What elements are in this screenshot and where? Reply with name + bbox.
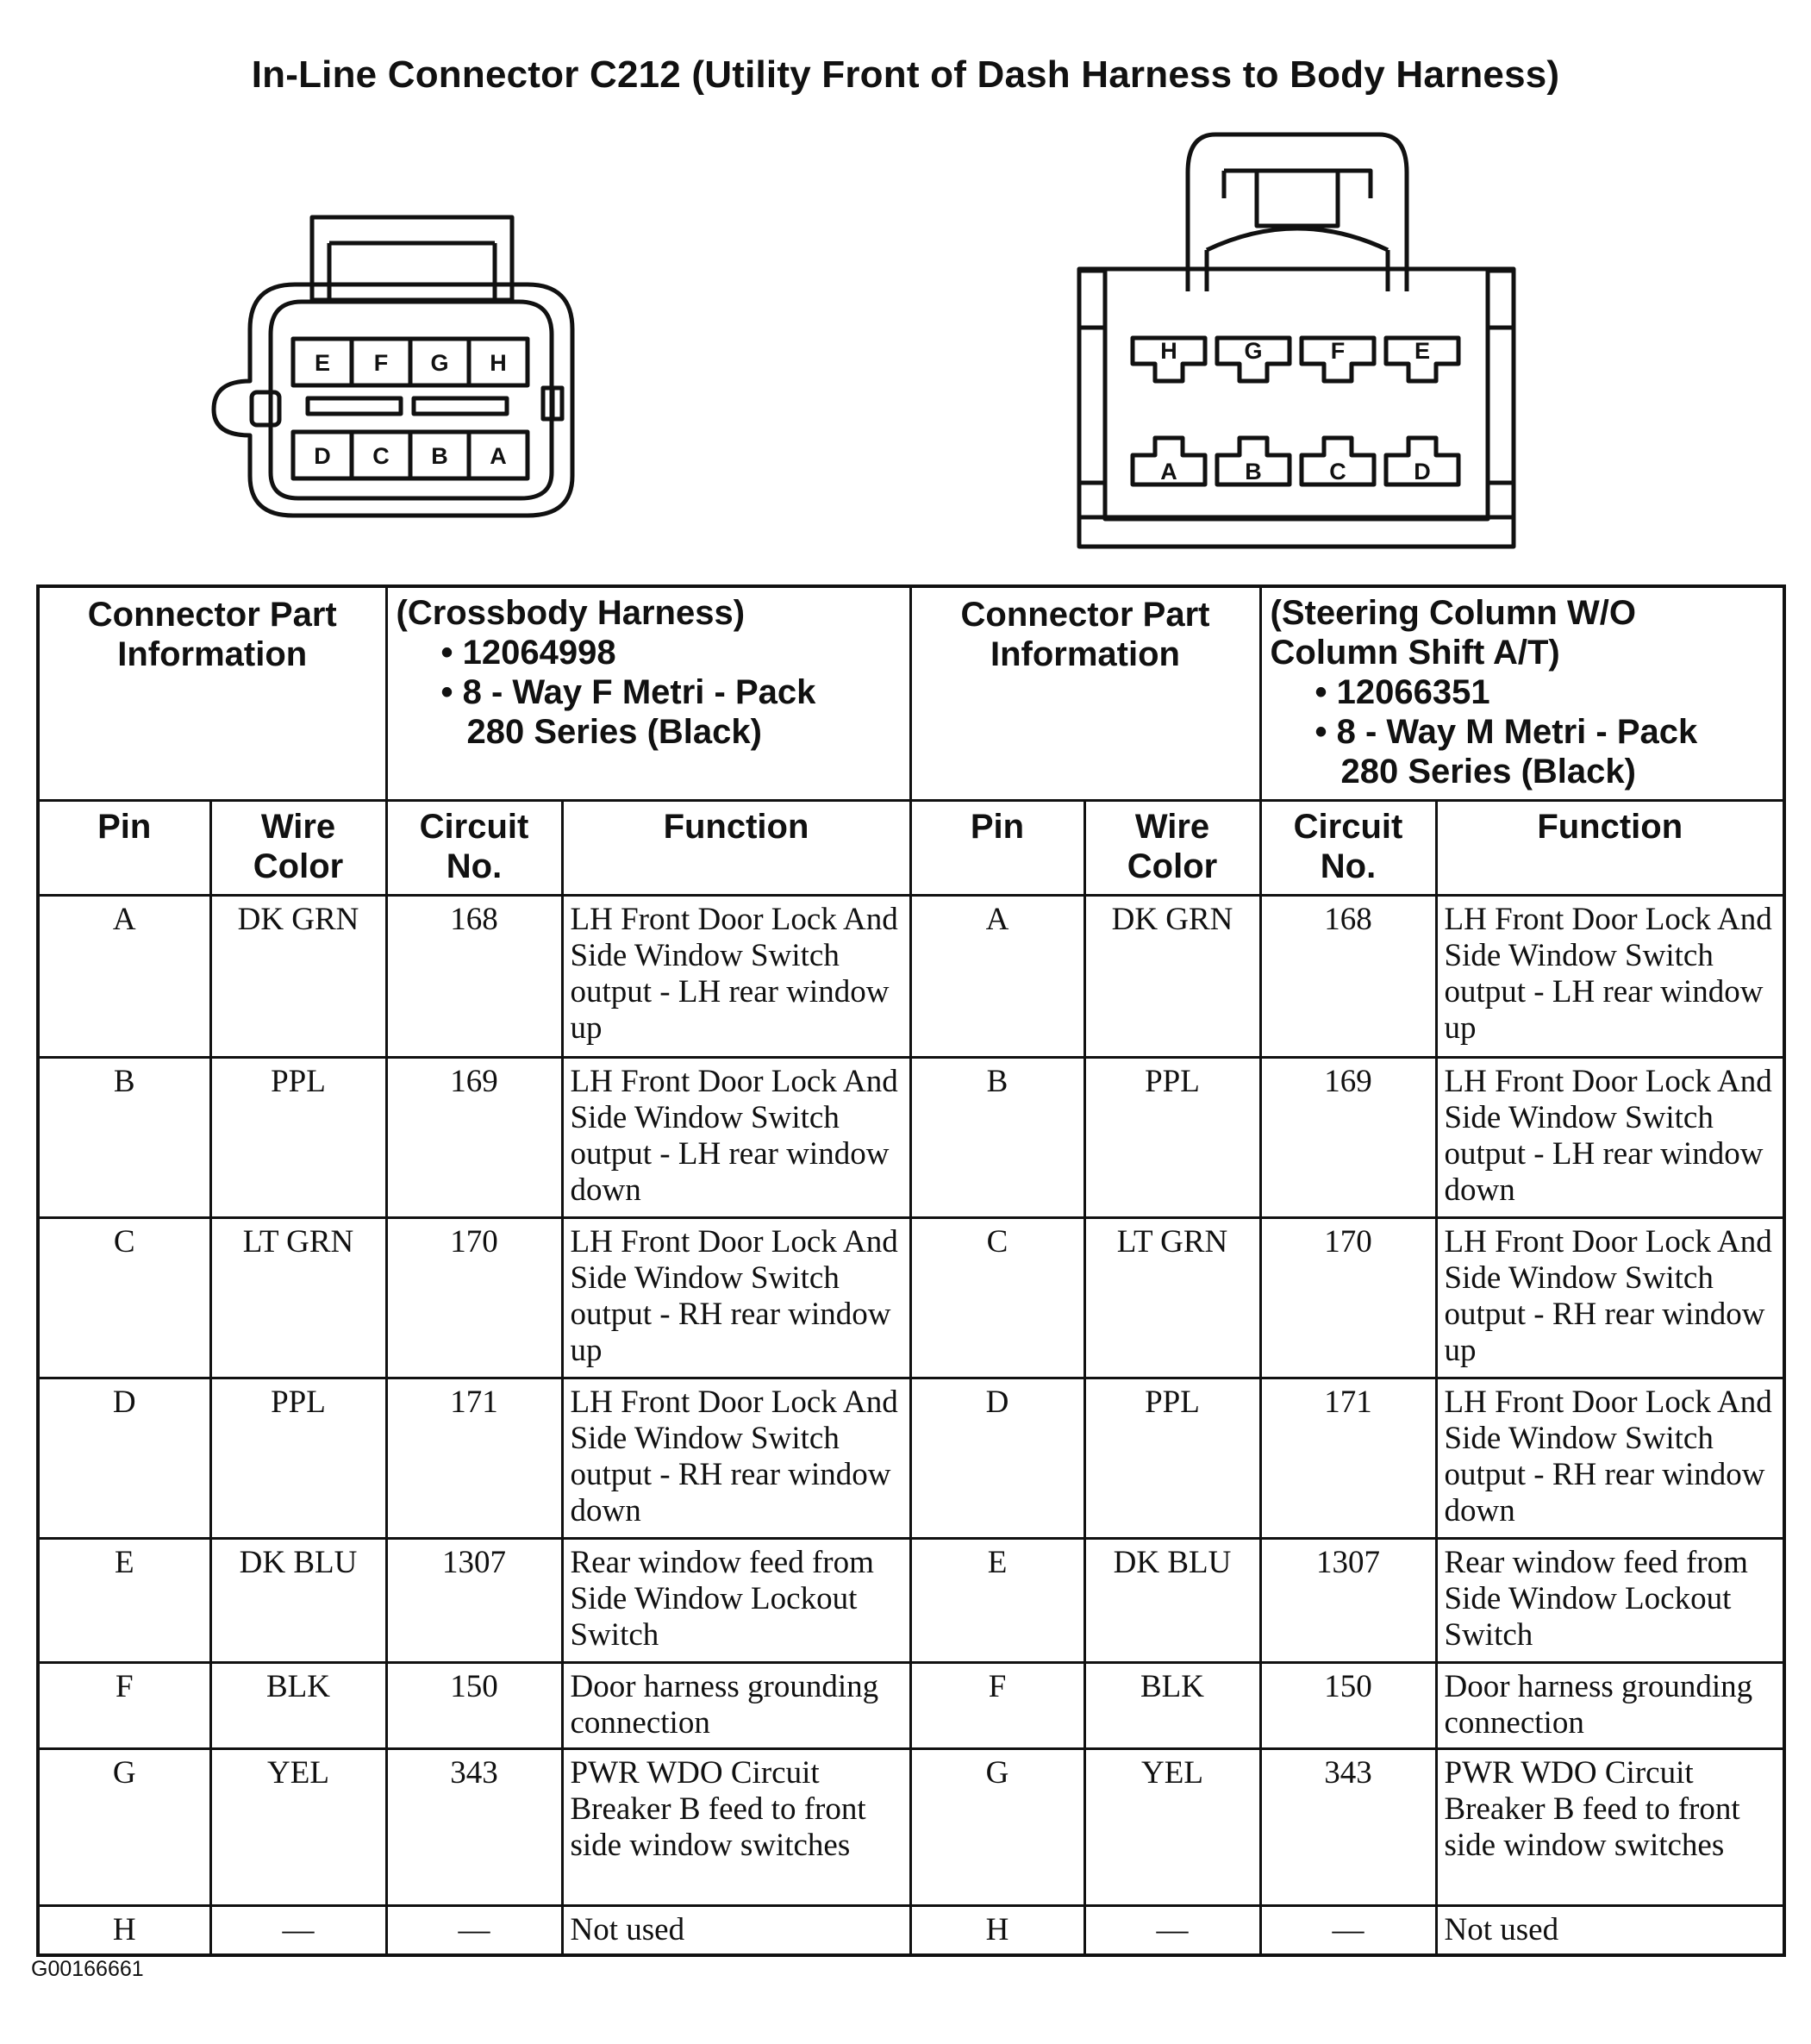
table-row <box>38 1057 1784 1217</box>
pin-cell: H <box>910 1905 1084 1955</box>
pin-cell: C <box>910 1217 1084 1378</box>
left-pin-label: A <box>490 443 507 469</box>
function-cell: PWR WDO Circuit Breaker B feed to front side window switches <box>562 1748 910 1905</box>
left-part-type: • 8 - Way F Metri - Pack <box>440 673 816 711</box>
pin-cell: A <box>910 895 1084 1057</box>
function-cell: LH Front Door Lock And Side Window Switch output - RH rear window down <box>1436 1378 1784 1538</box>
wire-color-cell: BLK <box>210 1662 386 1748</box>
left-pin-label: B <box>431 443 448 469</box>
pin-cell: A <box>38 895 210 1057</box>
wire-color-cell: — <box>210 1905 386 1955</box>
pin-cell: E <box>910 1538 1084 1662</box>
circuit-cell: 1307 <box>1260 1538 1436 1662</box>
table-row <box>38 1748 1784 1905</box>
table-row <box>38 1538 1784 1662</box>
right-connector-drawing <box>1079 134 1514 547</box>
left-part-number: • 12064998 <box>440 634 616 672</box>
circuit-cell: 343 <box>386 1748 562 1905</box>
circuit-cell: 150 <box>386 1662 562 1748</box>
page-title: In-Line Connector C212 (Utility Front of Dash Harness to Body Harness) <box>251 53 1560 96</box>
pin-cell: H <box>38 1905 210 1955</box>
pin-cell: F <box>910 1662 1084 1748</box>
right-part-info <box>1260 586 1784 800</box>
col-circuit-header: Circuit No. <box>386 800 562 895</box>
left-part-series: 280 Series (Black) <box>466 713 762 751</box>
pin-rows <box>38 895 1784 1955</box>
circuit-cell: 170 <box>1260 1217 1436 1378</box>
wire-color-cell: PPL <box>210 1378 386 1538</box>
circuit-cell: 171 <box>386 1378 562 1538</box>
right-pin-label: G <box>1244 338 1263 364</box>
circuit-cell: 150 <box>1260 1662 1436 1748</box>
col-pin-header: Pin <box>910 800 1084 895</box>
pin-cell: B <box>910 1057 1084 1217</box>
circuit-cell: — <box>386 1905 562 1955</box>
circuit-cell: 343 <box>1260 1748 1436 1905</box>
left-pin-label: D <box>314 443 331 469</box>
col-wire-color-header: Wire Color <box>1084 800 1260 895</box>
col-wire-color-header: Wire Color <box>210 800 386 895</box>
wire-color-cell: PPL <box>1084 1378 1260 1538</box>
wire-color-cell: DK BLU <box>1084 1538 1260 1662</box>
right-part-harness: (Steering Column W/O <box>1270 594 1636 632</box>
wire-color-cell: DK GRN <box>210 895 386 1057</box>
function-cell: LH Front Door Lock And Side Window Switch output - RH rear window up <box>562 1217 910 1378</box>
right-pin-label: E <box>1414 338 1431 364</box>
wire-color-cell: DK BLU <box>210 1538 386 1662</box>
right-part-harness-cont: Column Shift A/T) <box>1270 634 1560 672</box>
wire-color-cell: DK GRN <box>1084 895 1260 1057</box>
wire-color-cell: YEL <box>210 1748 386 1905</box>
part-info-row <box>38 586 1784 800</box>
circuit-cell: 168 <box>1260 895 1436 1057</box>
right-pin-label: F <box>1330 338 1346 364</box>
figure-id: G00166661 <box>31 1957 144 1981</box>
wire-color-cell: BLK <box>1084 1662 1260 1748</box>
function-cell: Rear window feed from Side Window Lockout Switch <box>1436 1538 1784 1662</box>
right-part-number: • 12066351 <box>1315 673 1490 711</box>
pin-cell: E <box>38 1538 210 1662</box>
left-part-info <box>386 586 910 800</box>
left-part-label: Connector Part Information <box>38 586 386 800</box>
function-cell: LH Front Door Lock And Side Window Switch output - RH rear window down <box>562 1378 910 1538</box>
left-pin-label: G <box>430 350 449 376</box>
circuit-cell: 169 <box>386 1057 562 1217</box>
right-part-series: 280 Series (Black) <box>1340 753 1636 791</box>
col-circuit-header: Circuit No. <box>1260 800 1436 895</box>
left-pin-label: E <box>314 350 331 376</box>
pin-cell: D <box>38 1378 210 1538</box>
table-row <box>38 1662 1784 1748</box>
pin-cell: C <box>38 1217 210 1378</box>
function-cell: LH Front Door Lock And Side Window Switch output - LH rear window down <box>1436 1057 1784 1217</box>
function-cell: LH Front Door Lock And Side Window Switch output - LH rear window down <box>562 1057 910 1217</box>
function-cell: PWR WDO Circuit Breaker B feed to front side window switches <box>1436 1748 1784 1905</box>
left-part-harness: (Crossbody Harness) <box>396 594 746 632</box>
circuit-cell: 170 <box>386 1217 562 1378</box>
col-pin-header: Pin <box>38 800 210 895</box>
right-pin-label: H <box>1160 338 1177 364</box>
right-pin-label: B <box>1245 459 1262 484</box>
circuit-cell: 169 <box>1260 1057 1436 1217</box>
function-cell: LH Front Door Lock And Side Window Switch output - LH rear window up <box>1436 895 1784 1057</box>
column-header-row <box>38 800 1784 895</box>
right-part-type: • 8 - Way M Metri - Pack <box>1315 713 1698 751</box>
pin-cell: F <box>38 1662 210 1748</box>
pin-cell: B <box>38 1057 210 1217</box>
right-pin-label: A <box>1160 459 1177 484</box>
wire-color-cell: PPL <box>1084 1057 1260 1217</box>
right-pin-label: D <box>1414 459 1431 484</box>
function-cell: Door harness grounding connection <box>562 1662 910 1748</box>
table-row <box>38 1905 1784 1955</box>
right-pin-label: C <box>1329 459 1346 484</box>
wire-color-cell: YEL <box>1084 1748 1260 1905</box>
function-cell: Not used <box>1436 1905 1784 1955</box>
pinout-table <box>36 584 1786 1957</box>
pin-cell: D <box>910 1378 1084 1538</box>
pin-cell: G <box>38 1748 210 1905</box>
left-connector-drawing <box>214 217 572 516</box>
function-cell: LH Front Door Lock And Side Window Switch output - LH rear window up <box>562 895 910 1057</box>
col-function-header: Function <box>1436 800 1784 895</box>
circuit-cell: 1307 <box>386 1538 562 1662</box>
function-cell: LH Front Door Lock And Side Window Switch output - RH rear window up <box>1436 1217 1784 1378</box>
function-cell: Rear window feed from Side Window Lockout Switch <box>562 1538 910 1662</box>
pin-cell: G <box>910 1748 1084 1905</box>
left-pin-label: F <box>373 350 389 376</box>
wire-color-cell: — <box>1084 1905 1260 1955</box>
wire-color-cell: PPL <box>210 1057 386 1217</box>
function-cell: Not used <box>562 1905 910 1955</box>
left-pin-label: C <box>372 443 390 469</box>
table-row <box>38 1378 1784 1538</box>
circuit-cell: — <box>1260 1905 1436 1955</box>
table-row <box>38 895 1784 1057</box>
wire-color-cell: LT GRN <box>210 1217 386 1378</box>
function-cell: Door harness grounding connection <box>1436 1662 1784 1748</box>
table-row <box>38 1217 1784 1378</box>
left-pin-label: H <box>490 350 507 376</box>
right-part-label: Connector Part Information <box>910 586 1260 800</box>
circuit-cell: 168 <box>386 895 562 1057</box>
col-function-header: Function <box>562 800 910 895</box>
connector-diagrams <box>0 0 1811 569</box>
wire-color-cell: LT GRN <box>1084 1217 1260 1378</box>
circuit-cell: 171 <box>1260 1378 1436 1538</box>
